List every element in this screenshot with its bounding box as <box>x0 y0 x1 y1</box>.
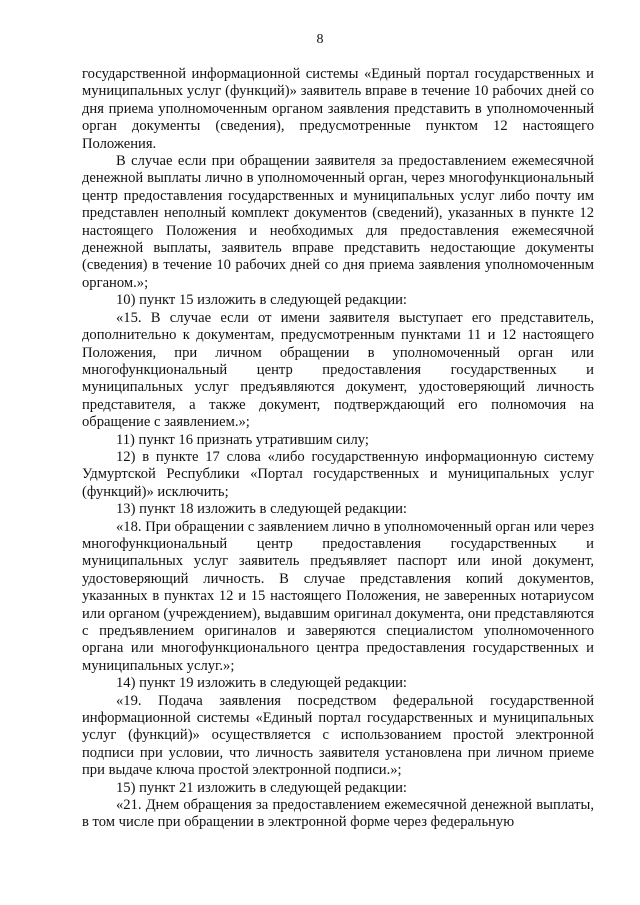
clause-18-text: «18. При обращении с заявлением лично в уполномоченный орган или через многофункциональный центр предоставления государственных и муниципальных услуг заявитель предъявляет паспорт или иной документ, удостоверяющий личность. В случае представления копий документов, указанных в пунктах 12 и 15 настоящего Положения, не заверенных нотариусом или органом (учреждением), выдавшим оригинал документа, они представляются с предъявлением оригиналов и заверяются специалистом уполномоченного органа или многофункционального центра предоставления государственных и муниципальных услуг.»; <box>82 518 594 674</box>
amendment-item-10: 10) пункт 15 изложить в следующей редакции: <box>116 292 407 309</box>
clause-21-text: «21. Днем обращения за предоставлением ежемесячной денежной выплаты, в том числе при обращении в электронной форме через федеральную <box>82 797 594 831</box>
amendment-item-14: 14) пункт 19 изложить в следующей редакции: <box>116 675 407 692</box>
page-number: 8 <box>316 32 324 47</box>
amendment-item-15: 15) пункт 21 изложить в следующей редакции: <box>116 779 407 796</box>
amendment-item-11: 11) пункт 16 признать утратившим силу; <box>116 431 369 448</box>
paragraph-continuation: государственной информационной системы «Единый портал государственных и муниципальных услуг (функций)» заявитель вправе в течение 10 рабочих дней со дня приема уполномоченным органом заявления представить в уполномоченный орган документы (сведения), предусмотренные пунктом 12 настоящего Положения. <box>82 66 594 152</box>
amendment-item-12: 12) в пункте 17 слова «либо государственную информационную систему Удмуртской Республики «Портал государственных и муниципальных услуг (функций)» исключить; <box>82 448 594 500</box>
amendment-item-13: 13) пункт 18 изложить в следующей редакции: <box>116 501 407 518</box>
clause-19-text: «19. Подача заявления посредством федеральной государственной информационной системы «Единый портал государственных и муниципальных услуг (функций)» осуществляется с использованием простой электронной подписи при условии, что личность заявителя установлена при личном приеме при выдаче ключа простой электронной подписи.»; <box>82 692 594 779</box>
clause-15-text: «15. В случае если от имени заявителя выступает его представитель, дополнительно к документам, предусмотренным пунктами 11 и 12 настоящего Положения, при личном обращении в уполномоченный орган или многофункциональный центр предоставления государственных и муниципальных услуг предъявляются документ, удостоверяющий личность представителя, а также документ, подтверждающий его полномочия на обращение с заявлением.»; <box>82 309 594 431</box>
paragraph-incomplete-documents: В случае если при обращении заявителя за предоставлением ежемесячной денежной выплаты лично в уполномоченный орган, через многофункциональный центр предоставления государственных и муниципальных услуг либо почту им представлен неполный комплект документов (сведений), указанных в пункте 12 настоящего Положения и необходимых для предоставления ежемесячной денежной выплаты, заявитель вправе представить недостающие документы (сведения) в течение 10 рабочих дней со дня приема заявления уполномоченным органом.»; <box>82 153 594 291</box>
document-body <box>82 66 594 832</box>
